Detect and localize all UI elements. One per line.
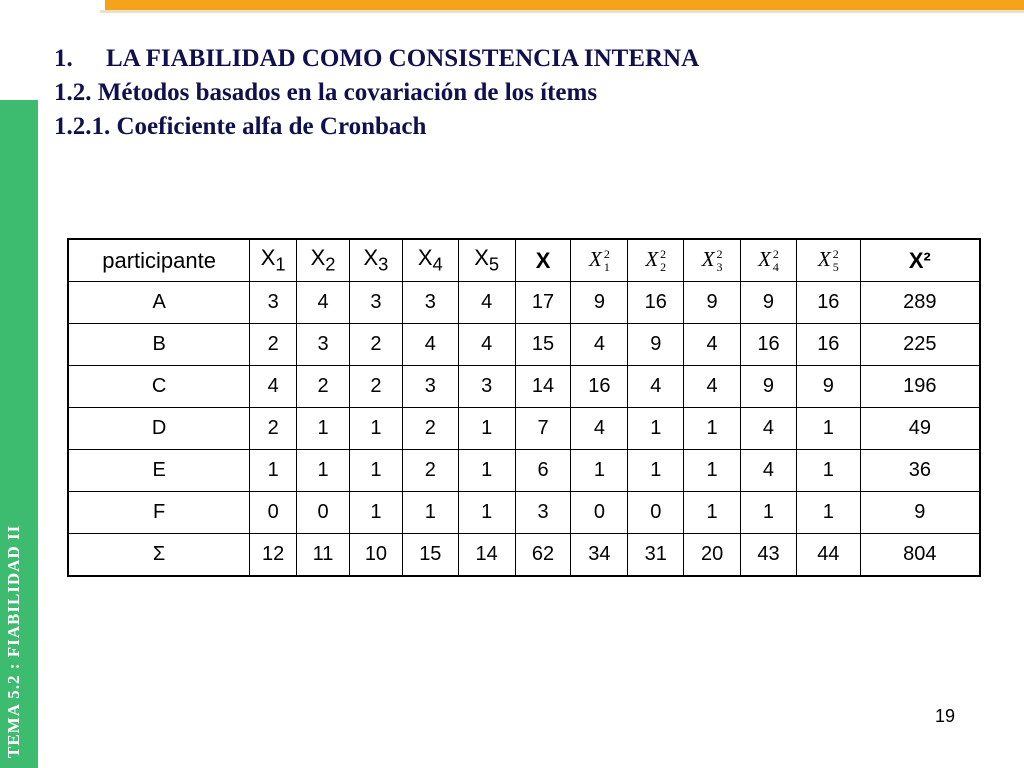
table-row [68, 408, 980, 450]
value-cell: 14 [515, 366, 571, 408]
value-cell: 16 [571, 366, 628, 408]
header-x-subscript: 1 [275, 253, 286, 275]
value-cell: 4 [297, 282, 350, 324]
value-cell: 4 [571, 324, 628, 366]
value-cell: 4 [684, 324, 741, 366]
header-x-letter: X [474, 245, 489, 271]
header-x-letter: X [260, 245, 276, 271]
table-row [68, 366, 980, 408]
value-cell: 1 [796, 492, 860, 534]
value-cell: 9 [628, 324, 684, 366]
header-square-superscript: 2 [660, 247, 667, 262]
value-cell: 0 [297, 492, 350, 534]
header-x3 [350, 239, 403, 282]
top-accent-bar [105, 0, 1024, 10]
value-cell: 11 [297, 534, 350, 577]
value-cell: 0 [628, 492, 684, 534]
value-cell: 1 [297, 450, 350, 492]
value-cell: 1 [796, 408, 860, 450]
table-row [68, 492, 980, 534]
participant-cell: A [68, 282, 250, 324]
header-x3-squared [684, 239, 741, 282]
value-cell: 3 [515, 492, 571, 534]
value-cell: 15 [515, 324, 571, 366]
value-cell: 6 [515, 450, 571, 492]
value-cell: 1 [297, 408, 350, 450]
heading-3: 1.2.1. Coeficiente alfa de Cronbach [54, 113, 427, 140]
value-cell: 2 [350, 324, 403, 366]
header-x-letter: X [417, 245, 433, 271]
value-cell: 34 [571, 534, 628, 577]
header-square-subscript: 5 [832, 260, 839, 275]
value-cell: 804 [860, 534, 980, 577]
participant-cell: F [68, 492, 250, 534]
value-cell: 2 [297, 366, 350, 408]
value-cell: 1 [684, 450, 741, 492]
header-x5-squared [796, 239, 860, 282]
value-cell: 17 [515, 282, 571, 324]
value-cell: 1 [796, 450, 860, 492]
table-row [68, 324, 980, 366]
value-cell: 10 [350, 534, 403, 577]
value-cell: 1 [684, 492, 741, 534]
value-cell: 3 [297, 324, 350, 366]
value-cell: 1 [402, 492, 458, 534]
cronbach-data-table [67, 238, 981, 577]
table-row [68, 282, 980, 324]
heading-1-text: LA FIABILIDAD COMO CONSISTENCIA INTERNA [106, 45, 700, 72]
heading-2: 1.2. Métodos basados en la covariación de los ítems [54, 79, 598, 106]
value-cell: 3 [402, 282, 458, 324]
header-x-letter: X [758, 246, 771, 271]
value-cell: 49 [860, 408, 980, 450]
value-cell: 4 [402, 324, 458, 366]
header-square-superscript: 2 [832, 247, 839, 262]
value-cell: 1 [741, 492, 797, 534]
value-cell: 225 [860, 324, 980, 366]
value-cell: 16 [796, 282, 860, 324]
value-cell: 9 [684, 282, 741, 324]
header-x-subscript: 2 [325, 253, 336, 275]
value-cell: 4 [684, 366, 741, 408]
header-x-letter: X [588, 246, 602, 271]
page-number: 19 [935, 706, 956, 726]
value-cell: 3 [458, 366, 515, 408]
header-x-subscript: 3 [378, 253, 389, 275]
value-cell: 1 [250, 450, 297, 492]
header-square-superscript: 2 [716, 247, 723, 262]
participant-cell: C [68, 366, 250, 408]
value-cell: 2 [402, 408, 458, 450]
value-cell: 15 [402, 534, 458, 577]
header-x-letter: X [310, 245, 326, 271]
value-cell: 4 [741, 408, 797, 450]
heading-1-number: 1. [54, 45, 73, 72]
value-cell: 289 [860, 282, 980, 324]
header-x1 [250, 239, 297, 282]
table-row [68, 534, 980, 577]
header-x5 [458, 239, 515, 282]
value-cell: 16 [796, 324, 860, 366]
value-cell: 1 [350, 408, 403, 450]
value-cell: 1 [571, 450, 628, 492]
value-cell: 3 [350, 282, 403, 324]
value-cell: 1 [628, 450, 684, 492]
value-cell: 16 [628, 282, 684, 324]
value-cell: 43 [741, 534, 797, 577]
header-x-letter: X [645, 246, 659, 271]
header-square-subscript: 3 [716, 260, 723, 275]
participant-cell: B [68, 324, 250, 366]
value-cell: 2 [402, 450, 458, 492]
value-cell: 1 [458, 450, 515, 492]
header-x-total: X [515, 239, 571, 282]
value-cell: 44 [796, 534, 860, 577]
value-cell: 7 [515, 408, 571, 450]
value-cell: 9 [571, 282, 628, 324]
value-cell: 16 [741, 324, 797, 366]
value-cell: 1 [350, 492, 403, 534]
value-cell: 0 [250, 492, 297, 534]
value-cell: 9 [741, 366, 797, 408]
header-square-superscript: 2 [603, 247, 610, 262]
side-label: TEMA 5.2 : FIABILIDAD II [4, 524, 23, 758]
table-row [68, 450, 980, 492]
value-cell: 2 [250, 408, 297, 450]
value-cell: 4 [571, 408, 628, 450]
header-x-letter: X [701, 246, 715, 271]
value-cell: 31 [628, 534, 684, 577]
value-cell: 4 [250, 366, 297, 408]
header-square-superscript: 2 [772, 247, 779, 262]
value-cell: 1 [684, 408, 741, 450]
value-cell: 3 [250, 282, 297, 324]
participant-cell: D [68, 408, 250, 450]
value-cell: 1 [350, 450, 403, 492]
top-accent-line [100, 10, 1024, 13]
value-cell: 1 [628, 408, 684, 450]
header-x-subscript: 5 [488, 253, 500, 275]
value-cell: 1 [458, 492, 515, 534]
value-cell: 1 [458, 408, 515, 450]
header-square-subscript: 2 [660, 260, 667, 275]
header-square-subscript: 4 [772, 260, 779, 275]
header-x4 [402, 239, 458, 282]
value-cell: 4 [741, 450, 797, 492]
value-cell: 4 [628, 366, 684, 408]
value-cell: 2 [250, 324, 297, 366]
table-body [68, 282, 980, 577]
participant-cell: E [68, 450, 250, 492]
heading-1 [54, 42, 699, 76]
table-header-row [68, 239, 980, 282]
value-cell: 9 [741, 282, 797, 324]
header-x-letter: X [817, 246, 831, 271]
value-cell: 14 [458, 534, 515, 577]
header-x2-squared [628, 239, 684, 282]
header-x1-squared [571, 239, 628, 282]
value-cell: 20 [684, 534, 741, 577]
value-cell: 12 [250, 534, 297, 577]
header-x2 [297, 239, 350, 282]
value-cell: 2 [350, 366, 403, 408]
value-cell: 9 [796, 366, 860, 408]
value-cell: 4 [458, 282, 515, 324]
value-cell: 3 [402, 366, 458, 408]
value-cell: 36 [860, 450, 980, 492]
header-x-letter: X [363, 245, 379, 271]
header-x-total-squared: X² [860, 239, 980, 282]
value-cell: 62 [515, 534, 571, 577]
slide-headings [54, 42, 699, 144]
header-x-subscript: 4 [432, 253, 443, 275]
value-cell: 0 [571, 492, 628, 534]
value-cell: 4 [458, 324, 515, 366]
participant-cell: Σ [68, 534, 250, 577]
value-cell: 9 [860, 492, 980, 534]
value-cell: 196 [860, 366, 980, 408]
header-participant: participante [68, 239, 250, 282]
header-square-subscript: 1 [603, 260, 610, 275]
header-x4-squared [741, 239, 797, 282]
